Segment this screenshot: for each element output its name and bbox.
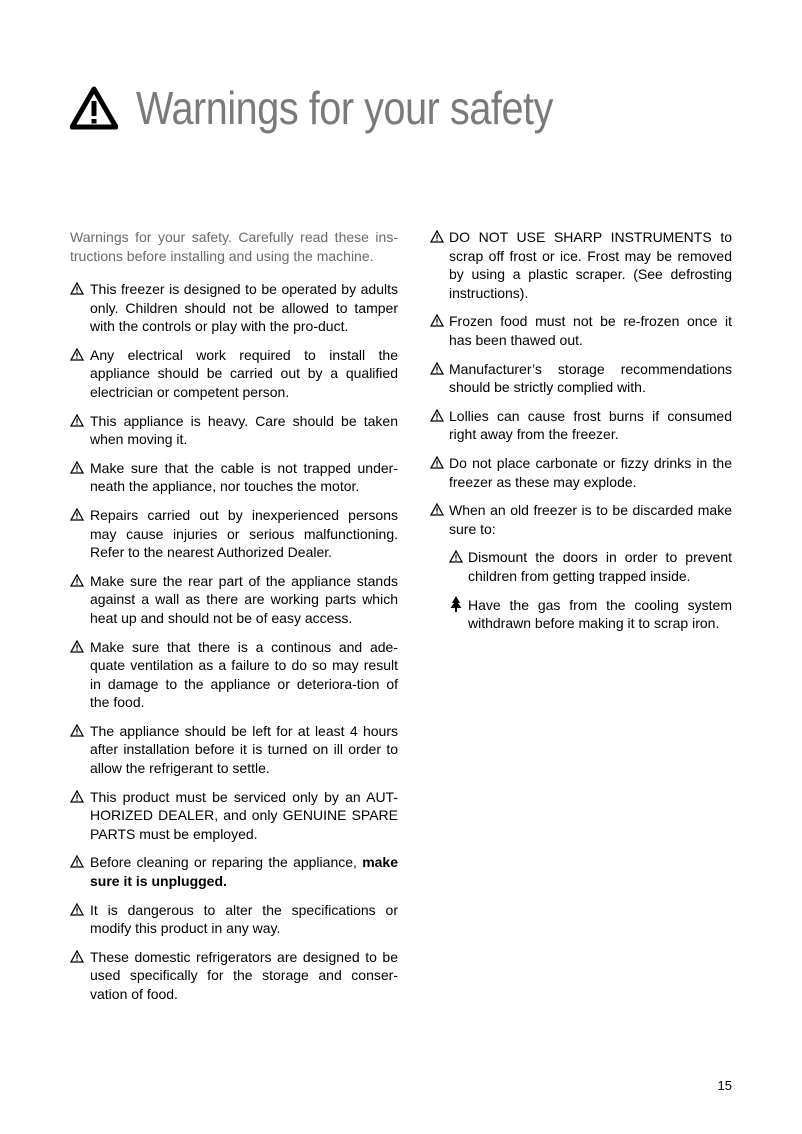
warning-text: Any electrical work required to install the appliance should be carried out by a qualified electrician or competent person. — [90, 346, 398, 400]
warning-text: When an old freezer is to be discarded make sure to: — [449, 502, 732, 537]
warning-item — [70, 506, 398, 562]
warning-text: Do not place carbonate or fizzy drinks in the freezer as these may explode. — [449, 454, 732, 490]
page-number: 15 — [717, 1078, 732, 1093]
warning-triangle-icon — [70, 461, 84, 474]
warning-triangle-icon — [70, 640, 84, 653]
warning-text: It is dangerous to alter the specifications or modify this product in any way. — [90, 901, 398, 937]
warning-item — [70, 346, 398, 402]
warning-triangle-icon — [70, 903, 84, 916]
warning-triangle-icon — [70, 282, 84, 295]
warning-triangle-icon — [430, 456, 444, 469]
warning-item — [430, 312, 732, 349]
warning-triangle-icon — [70, 724, 84, 737]
warning-item — [430, 407, 732, 444]
warning-item — [70, 901, 398, 938]
warning-text: This freezer is designed to be operated by adults only. Children should not be allowed to tamper with the controls or play with the pro-duct. — [90, 281, 398, 335]
warning-triangle-icon — [430, 362, 444, 375]
warning-triangle-icon — [70, 508, 84, 521]
warning-text: Dismount the doors in order to prevent children from getting trapped inside. — [468, 549, 732, 584]
warning-text: This product must be serviced only by an AUT-HORIZED DEALER, and only GENUINE SPARE PARTS must be employed. — [90, 788, 398, 842]
warning-triangle-icon — [449, 550, 463, 563]
warning-item — [70, 638, 398, 712]
warning-triangle-icon — [70, 414, 84, 427]
warning-text: Repairs carried out by inexperienced persons may cause injuries or serious malfunctioning. Refer to the nearest Authorized Dealer. — [90, 506, 398, 561]
page-title: Warnings for your safety — [136, 82, 553, 134]
warning-triangle-icon — [430, 230, 444, 243]
warning-item — [430, 501, 732, 538]
cleaning-text: Before cleaning or reparing the appliance, — [90, 854, 357, 871]
warning-text: DO NOT USE SHARP INSTRUMENTS to scrap off frost or ice. Frost may be removed by using a plastic scraper. (See defrosting instructions). — [449, 229, 732, 301]
warning-text: Manufacturer’s storage recommendations should be strictly complied with. — [449, 360, 732, 396]
sub-warning-item — [449, 596, 732, 633]
warning-text: Make sure the rear part of the appliance stands against a wall as there are working parts which heat up and should not be of easy access. — [90, 572, 398, 626]
warning-triangle-icon — [70, 950, 84, 963]
warning-triangle-icon — [430, 503, 444, 516]
warning-item — [70, 788, 398, 844]
warning-item — [430, 454, 732, 491]
unplug-emphasis: make sure it is unplugged. — [90, 854, 398, 890]
sub-warning-item — [449, 548, 732, 585]
warning-item — [430, 228, 732, 302]
warning-triangle-icon — [70, 348, 84, 361]
warning-item-cleaning — [70, 853, 398, 890]
warning-item — [70, 722, 398, 778]
warning-triangle-icon — [70, 855, 84, 868]
warning-text: These domestic refrigerators are designed to be used specifically for the storage and conser-vation of food. — [90, 948, 398, 1002]
right-column — [430, 228, 732, 643]
warning-item — [430, 360, 732, 397]
warning-text: Frozen food must not be re-frozen once it has been thawed out. — [449, 313, 732, 348]
title-row — [70, 78, 621, 138]
left-column — [70, 228, 398, 1014]
warning-text: The appliance should be left for at least 4 hours after installation before it is turned on ill order to allow the refrigerant to settle. — [90, 722, 398, 777]
warning-item — [70, 280, 398, 336]
warning-triangle-icon — [430, 409, 444, 422]
warning-item — [70, 572, 398, 628]
warning-text: Make sure that there is a continous and ade-quate ventilation as a failure to do so may result in damage to the appliance or deteriora-tion of the food. — [90, 638, 398, 711]
warning-text: Have the gas from the cooling system withdrawn before making it to scrap iron. — [468, 596, 732, 632]
warning-text: Lollies can cause frost burns if consumed right away from the freezer. — [449, 407, 732, 443]
warning-text: Make sure that the cable is not trapped under-neath the appliance, nor touches the motor. — [90, 459, 398, 495]
warning-triangle-icon — [70, 86, 118, 130]
warning-text — [70, 853, 398, 890]
intro-text: Warnings for your safety. Carefully read these ins-tructions before installing and using the machine. — [70, 229, 398, 264]
warning-item — [70, 412, 398, 449]
warning-triangle-icon — [70, 574, 84, 587]
warning-item — [70, 948, 398, 1004]
warning-triangle-icon — [430, 314, 444, 327]
warning-text: This appliance is heavy. Care should be taken when moving it. — [90, 412, 398, 448]
warning-triangle-icon — [70, 790, 84, 803]
warning-item — [70, 459, 398, 496]
fir-tree-icon — [449, 596, 463, 612]
